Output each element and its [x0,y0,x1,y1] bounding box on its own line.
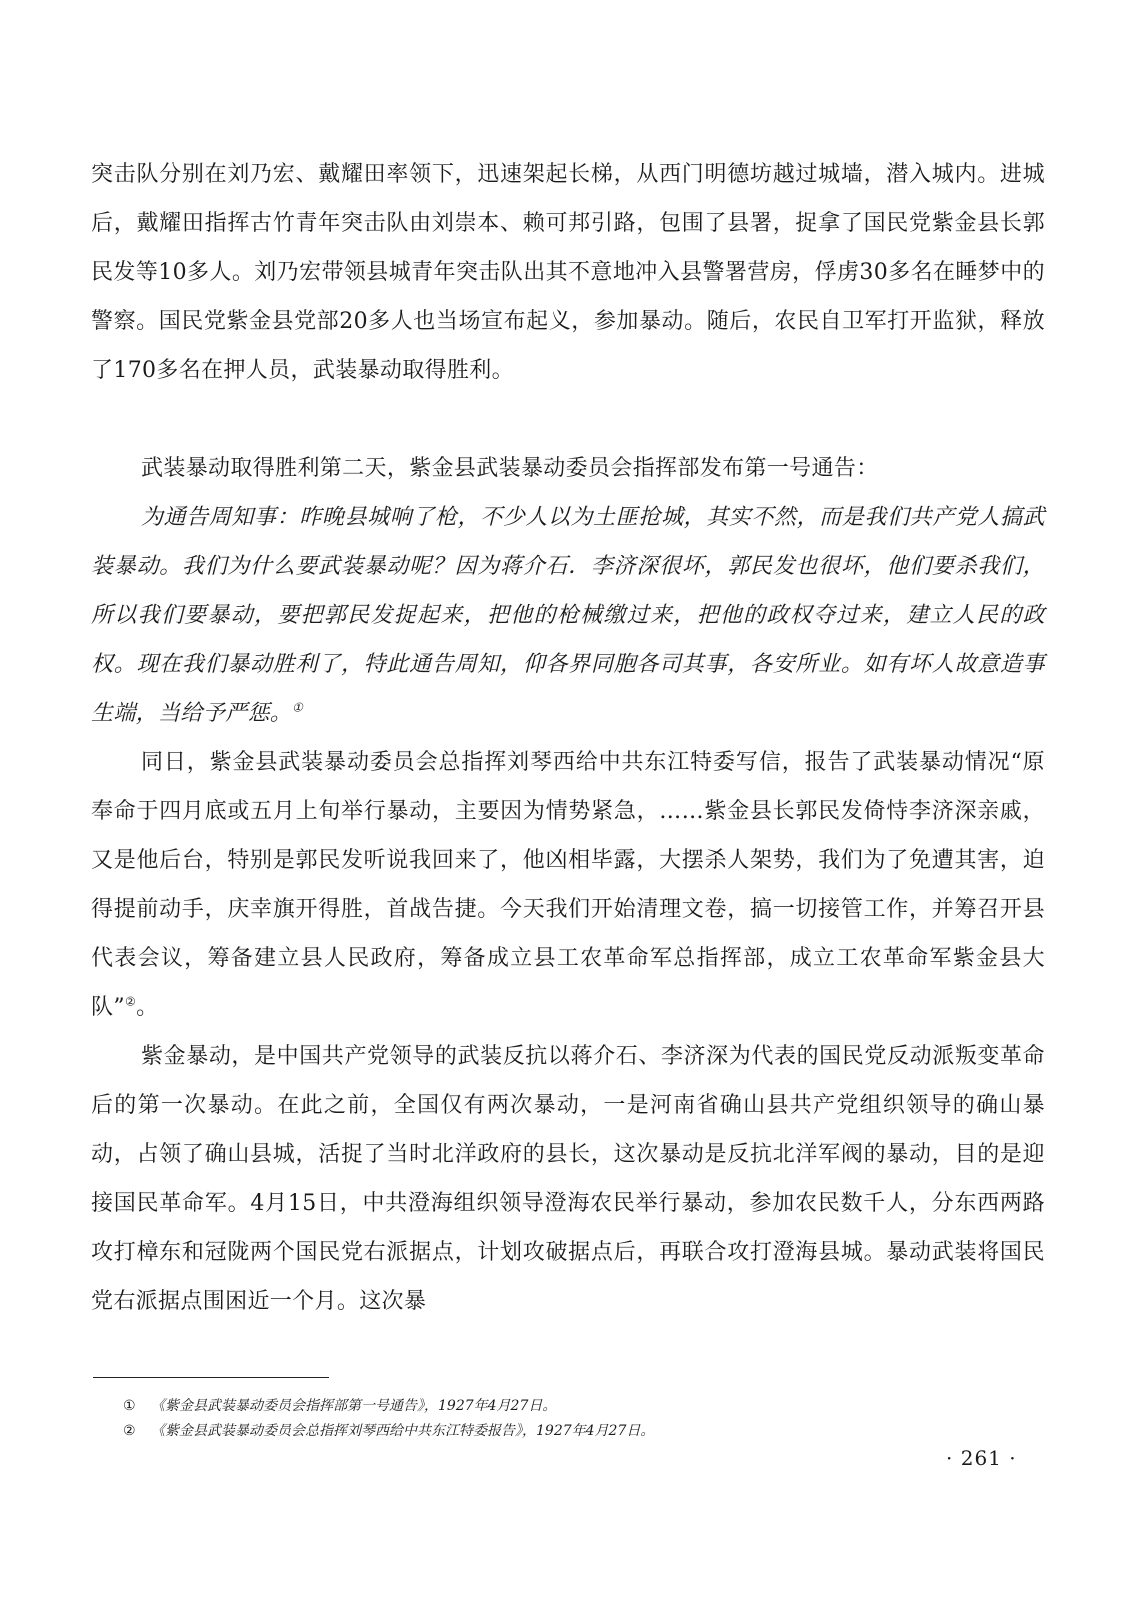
footnote-divider [93,1377,329,1378]
footnote-2-mark: ② [123,1423,136,1439]
body-text-letter [91,738,1045,1032]
footnote-2 [123,1419,1031,1444]
paragraph-5: 紫金暴动，是中国共产党领导的武装反抗以蒋介石、李济深为代表的国民党反动派叛变革命后的第一次暴动。在此之前，全国仅有两次暴动，一是河南省确山县共产党组织领导的确山暴动，占领了确山县城，活捉了当时北洋政府的县长，这次暴动是反抗北洋军阀的暴动，目的是迎接国民革命军。4月15日，中共澄海组织领导澄海农民举行暴动，参加农民数千人，分东西两路攻打樟东和冠陇两个国民党右派据点，计划攻破据点后，再联合攻打澄海县城。暴动武装将国民党右派据点围困近一个月。这次暴 [91,1044,1045,1314]
footnote-1-mark: ① [123,1398,136,1414]
body-text-lower [91,1032,1045,1326]
letter-text: 同日，紫金县武装暴动委员会总指挥刘琴西给中共东江特委写信，报告了武装暴动情况“原奉命于四月底或五月上旬举行暴动，主要因为情势紧急，……紫金县长郭民发倚恃李济深亲戚，又是他后台，特别是郭民发听说我回来了，他凶相毕露，大摆杀人架势，我们为了免遭其害，迫得提前动手，庆幸旗开得胜，首战告捷。今天我们开始清理文卷，搞一切接管工作，并筹召开县代表会议，筹备建立县人民政府，筹备成立县工农革命军总指挥部，成立工农革命军紫金县大队” [91,750,1045,1020]
body-text-upper [91,150,1045,395]
footnote-1 [123,1394,1031,1419]
footnote-ref-2: ② [124,994,137,1009]
footnote-1-text: 《紫金县武装暴动委员会指挥部第一号通告》，1927年4月27日。 [151,1398,557,1414]
body-text-announcement-intro [91,444,1045,493]
footnotes [123,1394,1031,1444]
footnote-2-text: 《紫金县武装暴动委员会总指挥刘琴西给中共东江特委报告》，1927年4月27日。 [151,1423,655,1439]
page-number: · 261 · [946,1446,1017,1470]
body-text-announcement [91,493,1045,738]
footnote-ref-1: ① [292,700,304,715]
letter-tail: 。 [136,995,159,1020]
paragraph-2: 武装暴动取得胜利第二天，紫金县武装暴动委员会指挥部发布第一号通告： [141,456,879,481]
paragraph-4 [91,738,1045,1032]
quote-text: 为通告周知事：昨晚县城响了枪，不少人以为土匪抢城，其实不然，而是我们共产党人搞武装暴动。我们为什么要武装暴动呢？因为蒋介石．李济深很坏，郭民发也很坏，他们要杀我们，所以我们要暴动，要把郭民发捉起来，把他的枪械缴过来，把他的政权夺过来，建立人民的政权。现在我们暴动胜利了，特此通告周知，仰各界同胞各司其事，各安所业。如有坏人故意造事生端，当给予严惩。 [91,505,1045,726]
paragraph-3-quote [91,493,1045,738]
paragraph-1: 突击队分别在刘乃宏、戴耀田率领下，迅速架起长梯，从西门明德坊越过城墙，潜入城内。进城后，戴耀田指挥古竹青年突击队由刘崇本、赖可邦引路，包围了县署，捉拿了国民党紫金县长郭民发等10多人。刘乃宏带领县城青年突击队出其不意地冲入县警署营房，俘虏30多名在睡梦中的警察。国民党紫金县党部20多人也当场宣布起义，参加暴动。随后，农民自卫军打开监狱，释放了170多名在押人员，武装暴动取得胜利。 [91,162,1045,383]
